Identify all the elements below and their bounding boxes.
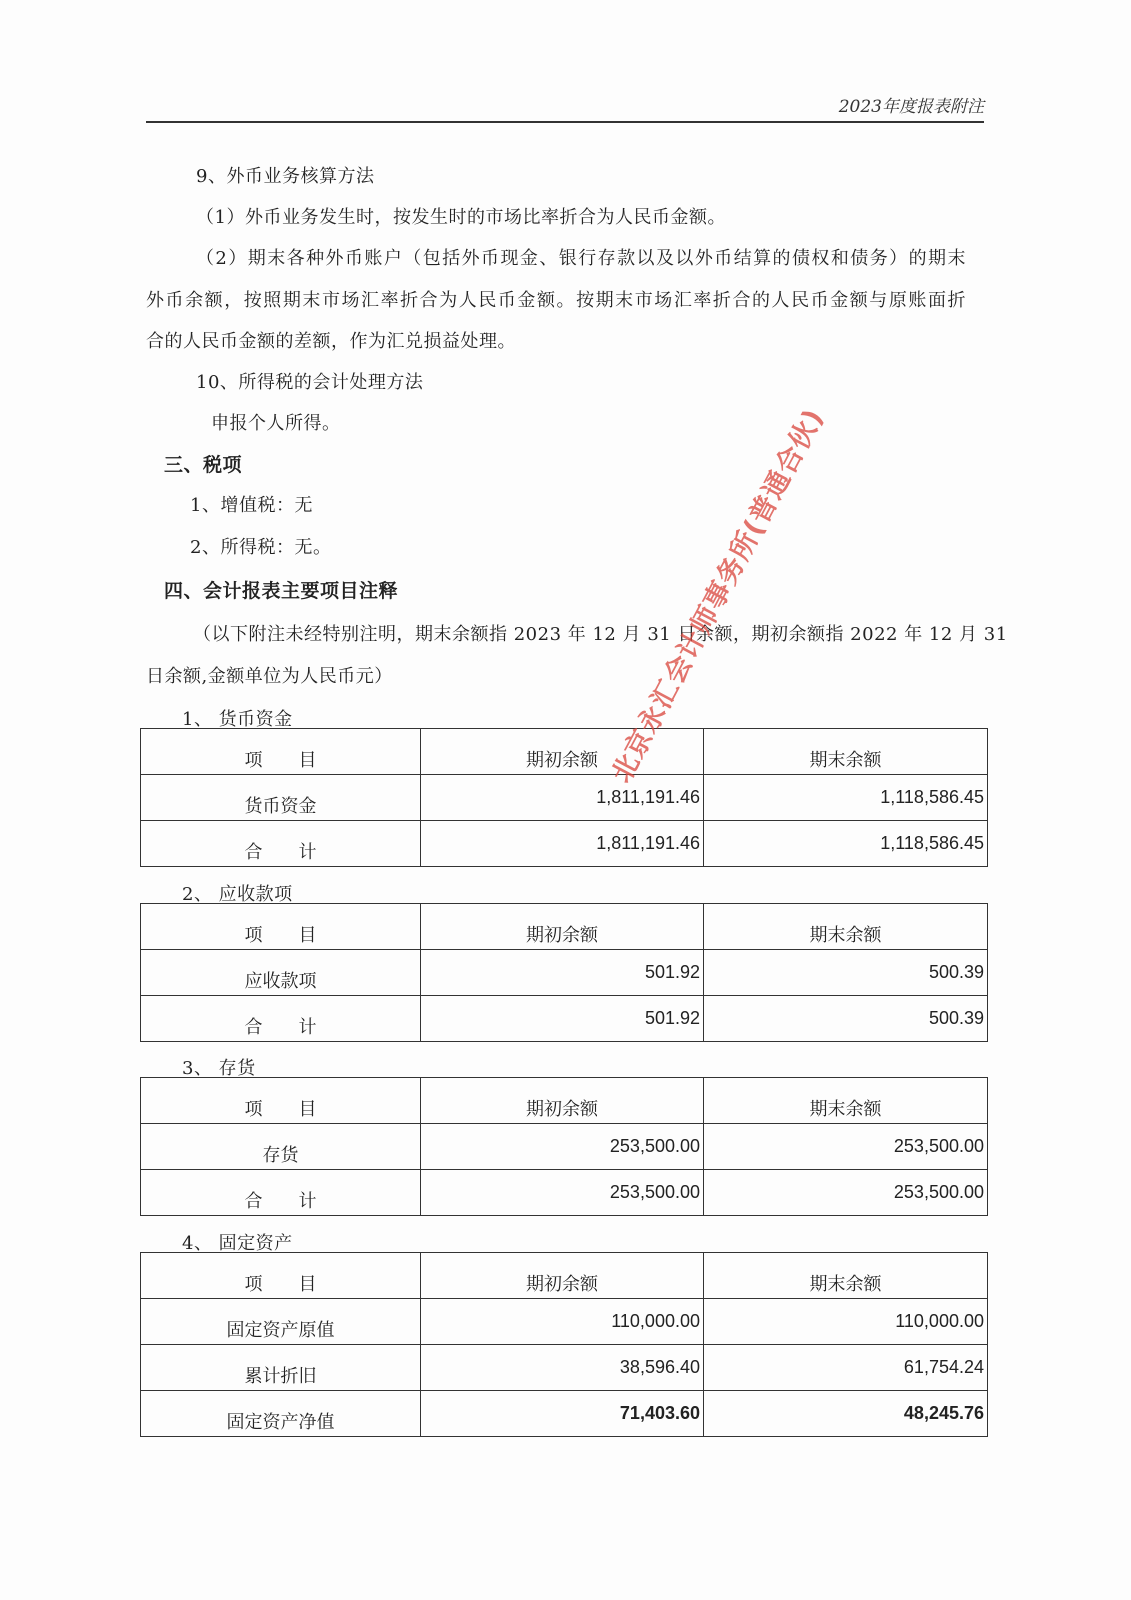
row-label: 存货 xyxy=(141,1124,421,1170)
closing-value: 110,000.00 xyxy=(704,1299,988,1345)
column-header-item: 项 目 xyxy=(141,1253,421,1299)
row-label: 固定资产净值 xyxy=(141,1391,421,1437)
inventory-table-title: 3、 存货 xyxy=(182,1058,256,1079)
row-label: 累计折旧 xyxy=(141,1345,421,1391)
cash-table-title: 1、 货币资金 xyxy=(182,709,293,730)
closing-value: 253,500.00 xyxy=(704,1170,988,1216)
table-row xyxy=(141,1299,988,1345)
closing-value: 1,118,586.45 xyxy=(704,775,988,821)
table-row xyxy=(141,775,988,821)
opening-value: 38,596.40 xyxy=(421,1345,704,1391)
row-label: 货币资金 xyxy=(141,775,421,821)
tax-item-vat: 1、增值税：无 xyxy=(190,495,313,516)
section-9-item-2-line-3: 合的人民币金额的差额，作为汇兑损益处理。 xyxy=(146,331,516,352)
column-header-opening: 期初余额 xyxy=(421,904,704,950)
table-row xyxy=(141,1124,988,1170)
row-label: 应收款项 xyxy=(141,950,421,996)
column-header-item: 项 目 xyxy=(141,1078,421,1124)
closing-value: 500.39 xyxy=(704,950,988,996)
row-label: 合 计 xyxy=(141,996,421,1042)
receivables-table xyxy=(140,903,988,1042)
column-header-closing: 期末余额 xyxy=(704,729,988,775)
opening-value: 1,811,191.46 xyxy=(421,821,704,867)
row-label: 合 计 xyxy=(141,821,421,867)
closing-value: 61,754.24 xyxy=(704,1345,988,1391)
section-4-heading: 四、会计报表主要项目注释 xyxy=(164,580,399,602)
opening-value: 110,000.00 xyxy=(421,1299,704,1345)
section-4-note-line-2: 日余额,金额单位为人民币元） xyxy=(146,666,393,687)
report-header-title: 2023年度报表附注 xyxy=(838,97,984,117)
column-header-closing: 期末余额 xyxy=(704,1078,988,1124)
column-header-opening: 期初余额 xyxy=(421,1078,704,1124)
opening-value: 71,403.60 xyxy=(421,1391,704,1437)
section-10-title: 10、所得税的会计处理方法 xyxy=(196,372,424,393)
closing-value: 253,500.00 xyxy=(704,1124,988,1170)
column-header-item: 项 目 xyxy=(141,904,421,950)
section-10-body: 申报个人所得。 xyxy=(211,413,341,434)
opening-value: 1,811,191.46 xyxy=(421,775,704,821)
column-header-opening: 期初余额 xyxy=(421,1253,704,1299)
header-divider xyxy=(146,121,984,123)
table-header-row xyxy=(141,1078,988,1124)
table-total-row xyxy=(141,996,988,1042)
table-row xyxy=(141,1345,988,1391)
inventory-table xyxy=(140,1077,988,1216)
section-9-item-2-line-2: 外币余额，按照期末市场汇率折合为人民币金额。按期末市场汇率折合的人民币金额与原账面折 xyxy=(146,290,966,311)
section-3-heading: 三、税项 xyxy=(164,454,243,476)
row-label: 合 计 xyxy=(141,1170,421,1216)
column-header-closing: 期末余额 xyxy=(704,1253,988,1299)
firm-seal-stamp: 北京永汇会计师事务所(普通合伙) xyxy=(606,403,831,788)
section-9-item-1: （1）外币业务发生时，按发生时的市场比率折合为人民币金额。 xyxy=(196,207,726,228)
section-9-title: 9、外币业务核算方法 xyxy=(196,166,375,187)
table-header-row xyxy=(141,904,988,950)
fixed-assets-table-title: 4、 固定资产 xyxy=(182,1233,293,1254)
tax-item-income: 2、所得税：无。 xyxy=(190,537,332,558)
opening-value: 253,500.00 xyxy=(421,1170,704,1216)
table-row xyxy=(141,950,988,996)
opening-value: 253,500.00 xyxy=(421,1124,704,1170)
opening-value: 501.92 xyxy=(421,950,704,996)
section-4-note-line-1: （以下附注未经特别注明，期末余额指 2023 年 12 月 31 日余额，期初余额指 2022 年 12 月 31 xyxy=(193,624,1008,645)
closing-value: 1,118,586.45 xyxy=(704,821,988,867)
cash-table xyxy=(140,728,988,867)
table-total-row xyxy=(141,1391,988,1437)
row-label: 固定资产原值 xyxy=(141,1299,421,1345)
receivables-table-title: 2、 应收款项 xyxy=(182,884,293,905)
opening-value: 501.92 xyxy=(421,996,704,1042)
table-header-row xyxy=(141,729,988,775)
table-header-row xyxy=(141,1253,988,1299)
table-total-row xyxy=(141,1170,988,1216)
closing-value: 500.39 xyxy=(704,996,988,1042)
column-header-opening: 期初余额 xyxy=(421,729,704,775)
column-header-closing: 期末余额 xyxy=(704,904,988,950)
fixed-assets-table xyxy=(140,1252,988,1437)
column-header-item: 项 目 xyxy=(141,729,421,775)
table-total-row xyxy=(141,821,988,867)
section-9-item-2-line-1: （2）期末各种外币账户（包括外币现金、银行存款以及以外币结算的债权和债务）的期末 xyxy=(196,248,966,269)
closing-value: 48,245.76 xyxy=(704,1391,988,1437)
